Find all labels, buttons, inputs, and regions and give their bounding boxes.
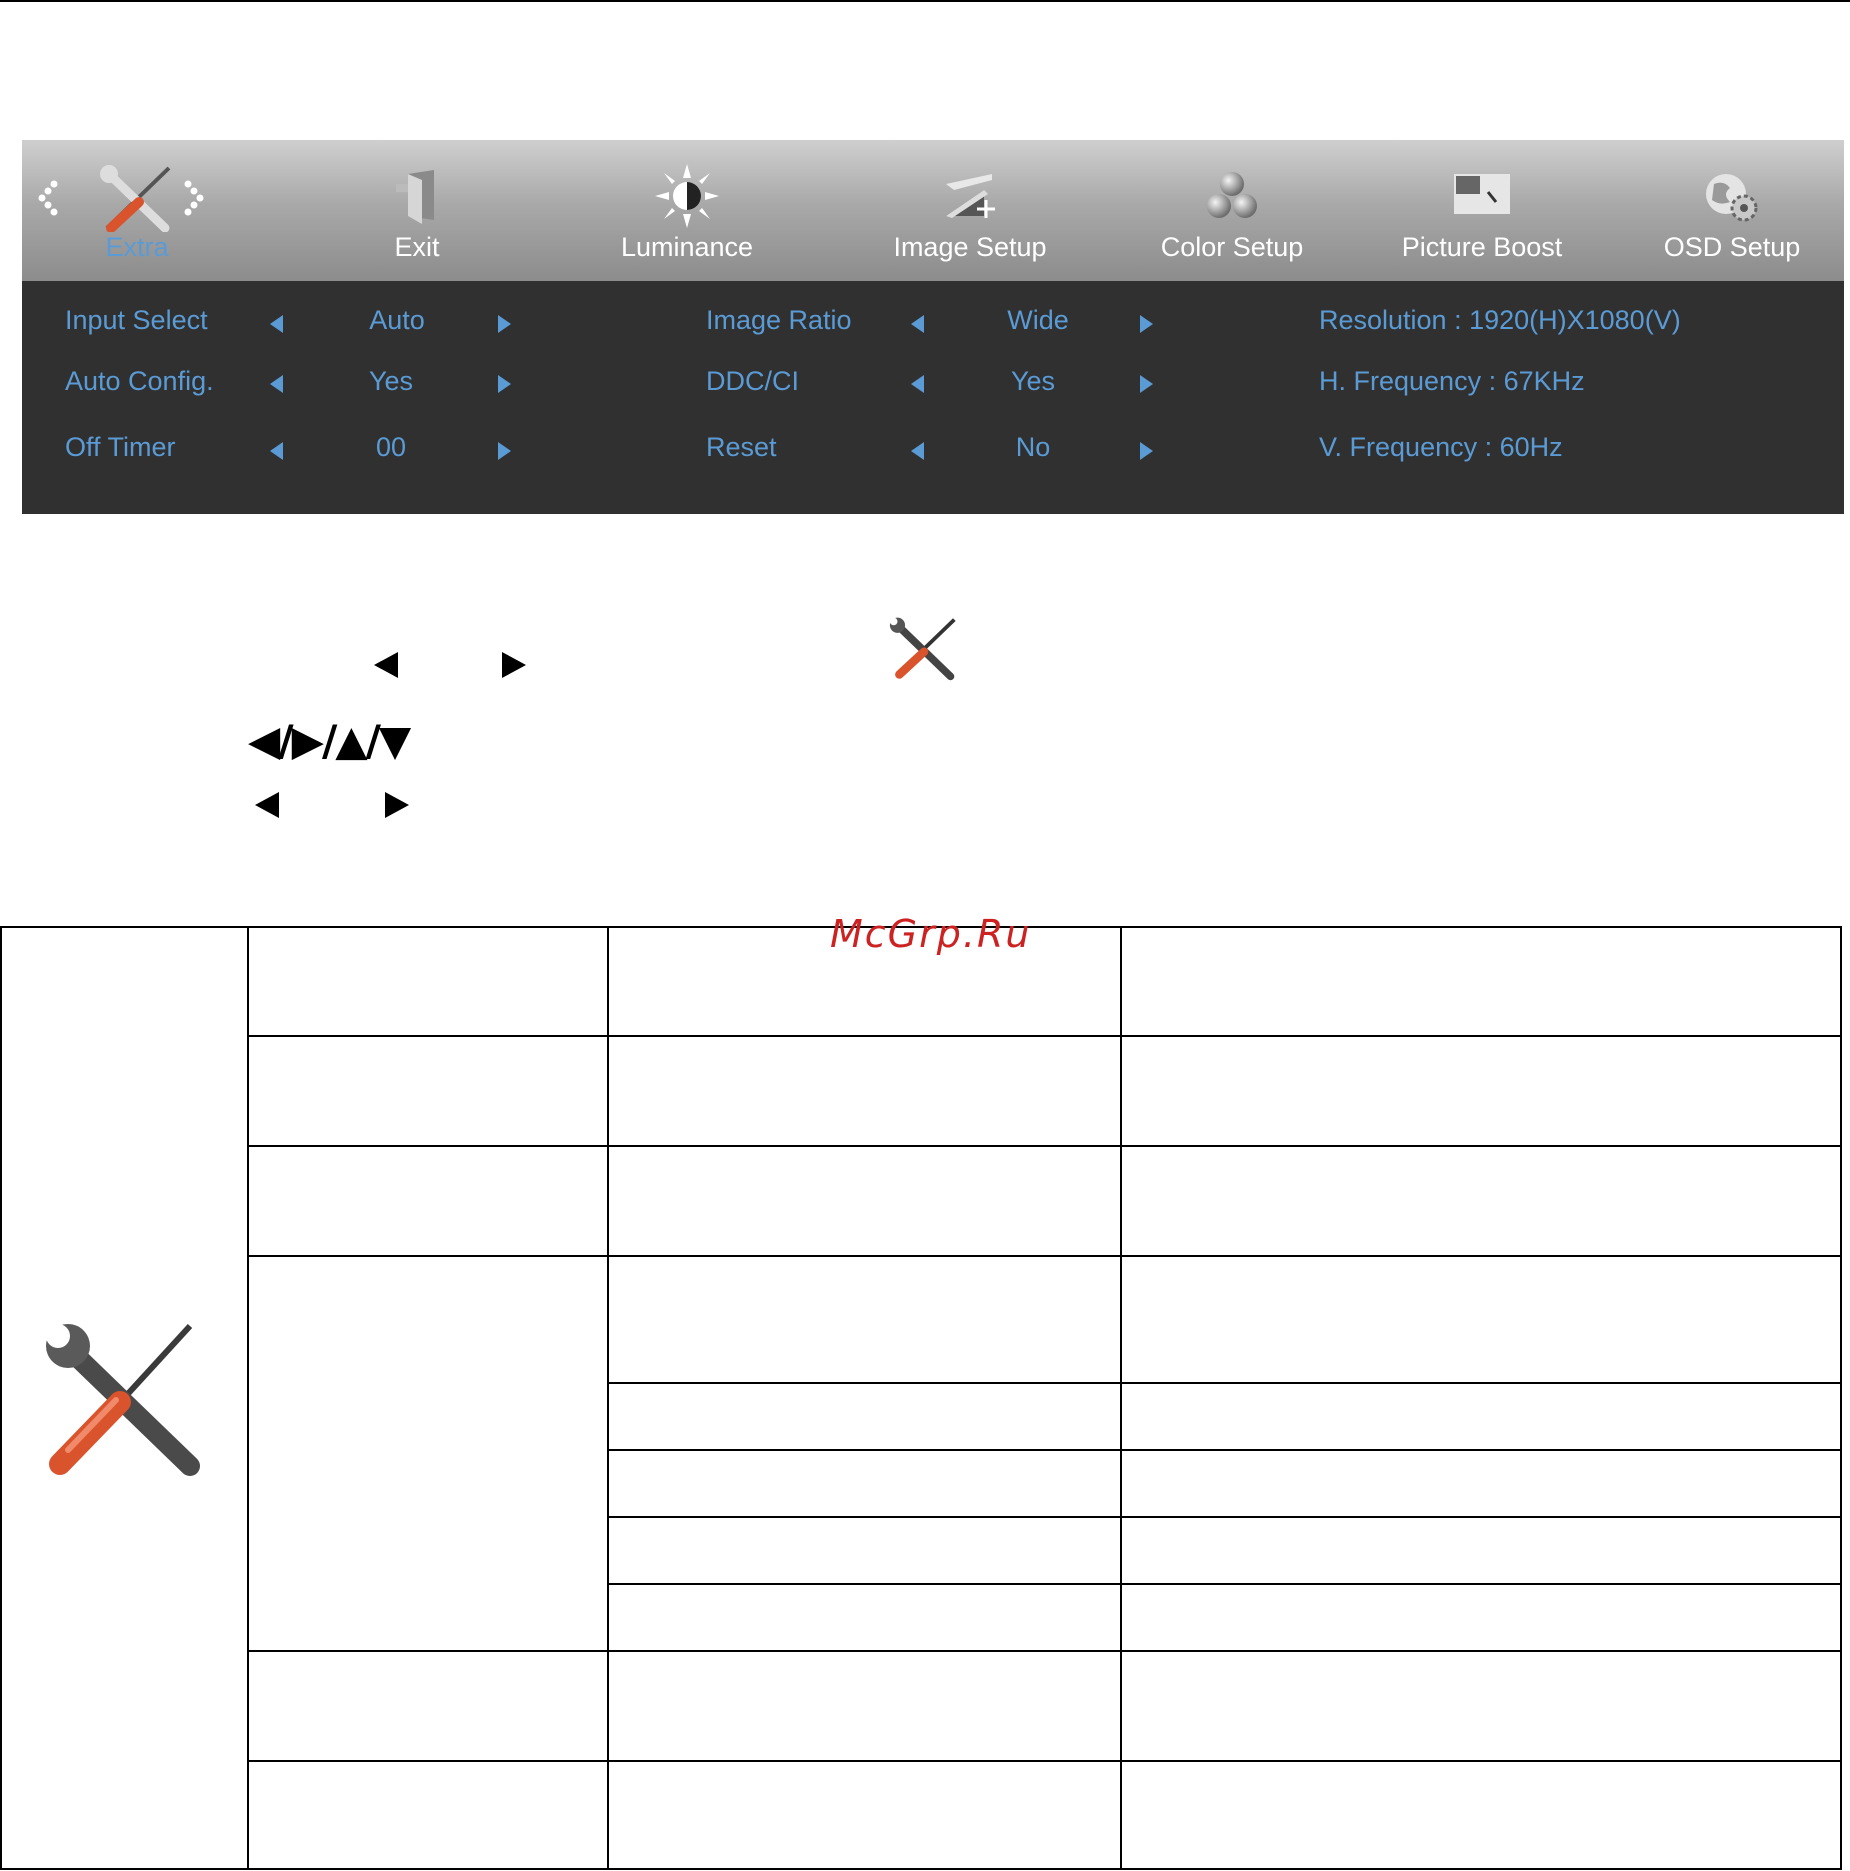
ddc-ci-value[interactable]: Yes [1010, 366, 1056, 396]
input-select-value[interactable]: Auto [369, 305, 425, 335]
increase-arrow-icon[interactable] [1140, 375, 1153, 393]
osd-settings-panel [22, 281, 1844, 514]
osd-menu-bar [22, 140, 1844, 281]
sub-row-divider [607, 1449, 1842, 1451]
decrease-arrow-icon[interactable] [270, 315, 283, 333]
right-button-icon [502, 652, 526, 678]
osd-setup-icon [1700, 170, 1764, 226]
increase-arrow-icon[interactable] [498, 375, 511, 393]
increase-arrow-icon[interactable] [1140, 315, 1153, 333]
prev-arrow-icon[interactable] [36, 178, 62, 218]
row-divider [247, 1650, 1842, 1652]
auto-config-value[interactable]: Yes [368, 366, 414, 396]
navigation-symbols: ◀/▶/▲/▼ [248, 716, 410, 765]
sub-row-divider [607, 1516, 1842, 1518]
menu-label: Image Setup [893, 232, 1047, 262]
decrease-arrow-icon[interactable] [270, 442, 283, 460]
menu-label: Picture Boost [1401, 232, 1563, 262]
image-setup-icon [940, 170, 1000, 222]
table-border-right [1840, 926, 1842, 1870]
image-ratio-label: Image Ratio [706, 305, 852, 335]
extra-tools-icon [99, 164, 175, 232]
color-setup-icon [1205, 170, 1259, 222]
decrease-arrow-icon[interactable] [911, 375, 924, 393]
column-divider [247, 926, 249, 1870]
decrease-arrow-icon[interactable] [911, 442, 924, 460]
menu-label: Color Setup [1160, 232, 1304, 262]
extra-tools-icon [888, 614, 960, 682]
resolution-info: Resolution : 1920(H)X1080(V) [1319, 305, 1681, 335]
auto-config-label: Auto Config. [65, 366, 214, 396]
menu-label: Exit [394, 232, 440, 262]
row-divider [247, 1035, 1842, 1037]
row-divider [247, 1255, 1842, 1257]
menu-item-osd-setup[interactable] [1632, 140, 1832, 281]
row-divider [247, 1760, 1842, 1762]
table-border-bottom [0, 1868, 1842, 1870]
row-divider [247, 1145, 1842, 1147]
reset-label: Reset [706, 432, 777, 462]
exit-icon [394, 170, 440, 224]
decrease-arrow-icon[interactable] [270, 375, 283, 393]
top-rule [0, 0, 1850, 2]
luminance-icon [655, 164, 719, 228]
column-divider [1120, 926, 1122, 1870]
extra-tools-icon [40, 1316, 200, 1486]
left-button-icon [255, 792, 279, 818]
off-timer-label: Off Timer [65, 432, 176, 462]
increase-arrow-icon[interactable] [1140, 442, 1153, 460]
menu-item-exit[interactable] [342, 140, 492, 281]
menu-item-picture-boost[interactable] [1372, 140, 1592, 281]
off-timer-value[interactable]: 00 [375, 432, 407, 462]
menu-label: Extra [105, 232, 169, 262]
decrease-arrow-icon[interactable] [911, 315, 924, 333]
column-divider [607, 926, 609, 1870]
sub-row-divider [607, 1382, 1842, 1384]
menu-label: OSD Setup [1663, 232, 1801, 262]
menu-item-extra[interactable] [62, 140, 212, 281]
input-select-label: Input Select [65, 305, 208, 335]
picture-boost-icon [1452, 170, 1512, 218]
increase-arrow-icon[interactable] [498, 315, 511, 333]
reset-value[interactable]: No [1015, 432, 1051, 462]
increase-arrow-icon[interactable] [498, 442, 511, 460]
menu-item-color-setup[interactable] [1132, 140, 1332, 281]
menu-item-luminance[interactable] [592, 140, 782, 281]
v-frequency-info: V. Frequency : 60Hz [1319, 432, 1563, 462]
osd-panel [22, 140, 1844, 514]
menu-label: Luminance [620, 232, 754, 262]
left-button-icon [374, 652, 398, 678]
right-button-icon [385, 792, 409, 818]
menu-item-image-setup[interactable] [870, 140, 1070, 281]
ddc-ci-label: DDC/CI [706, 366, 799, 396]
sub-row-divider [607, 1583, 1842, 1585]
watermark: McGrp.Ru [830, 912, 1032, 956]
image-ratio-value[interactable]: Wide [1007, 305, 1069, 335]
h-frequency-info: H. Frequency : 67KHz [1319, 366, 1585, 396]
table-border-left [0, 926, 2, 1870]
